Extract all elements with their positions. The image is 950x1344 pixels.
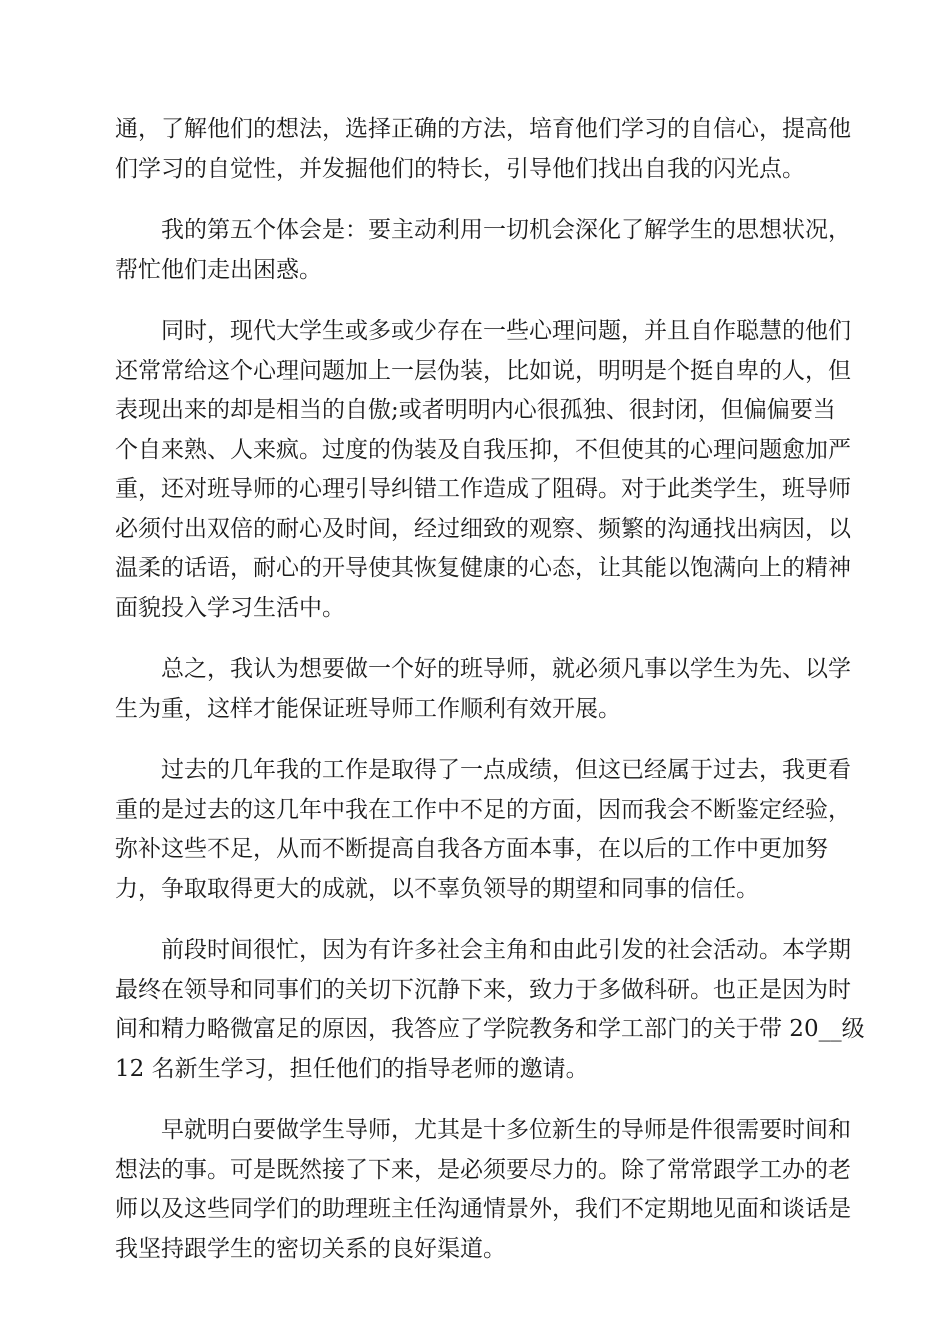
paragraph	[115, 110, 851, 189]
text-line: 弥补这些不足，从而不断提高自我各方面本事，在以后的工作中更加努	[115, 836, 828, 862]
text-line: 帮忙他们走出困惑。	[115, 256, 322, 283]
paragraph	[115, 650, 851, 729]
text-line: 温柔的话语，耐心的开导使其恢复健康的心态，让其能以饱满向上的精神	[115, 555, 851, 581]
text-line: 12 名新生学习，担任他们的指导老师的邀请。	[115, 1055, 589, 1082]
text-line: 重的是过去的这几年中我在工作中不足的方面，因而我会不断鉴定经验，	[115, 796, 851, 823]
text-line: 表现出来的却是相当的自傲;或者明明内心很孤独、很封闭，但偏偏要当	[115, 397, 836, 423]
text-line: 必须付出双倍的耐心及时间，经过细致的观察、频繁的沟通找出病因，以	[115, 515, 851, 542]
text-line: 生为重，这样才能保证班导师工作顺利有效开展。	[115, 695, 621, 722]
text-line: 面貌投入学习生活中。	[115, 594, 345, 621]
text-line: 最终在领导和同事们的关切下沉静下来，致力于多做科研。也正是因为时	[115, 976, 851, 1003]
paragraph	[115, 751, 851, 909]
text-line: 力，争取取得更大的成就，以不辜负领导的期望和同事的信任。	[115, 875, 759, 902]
text-line: 师以及这些同学们的助理班主任沟通情景外，我们不定期地见面和谈话是	[115, 1196, 851, 1222]
paragraph	[115, 211, 851, 290]
text-line: 间和精力略微富足的原因，我答应了学院教务和学工部门的关于带 20__级	[115, 1016, 865, 1042]
text-line: 前段时间很忙，因为有许多社会主角和由此引发的社会活动。本学期	[161, 937, 851, 963]
text-line: 同时，现代大学生或多或少存在一些心理问题，并且自作聪慧的他们	[161, 318, 851, 344]
paragraph	[115, 1111, 851, 1269]
text-line: 还常常给这个心理问题加上一层伪装，比如说，明明是个挺自卑的人，但	[115, 357, 851, 384]
text-line: 我坚持跟学生的密切关系的良好渠道。	[115, 1235, 506, 1262]
paragraph	[115, 931, 865, 1089]
text-line: 早就明白要做学生导师，尤其是十多位新生的导师是件很需要时间和	[161, 1117, 851, 1143]
paragraph	[115, 312, 851, 628]
text-line: 个自来熟、人来疯。过度的伪装及自我压抑，不但使其的心理问题愈加严	[115, 436, 851, 463]
text-line: 重，还对班导师的心理引导纠错工作造成了阻碍。对于此类学生，班导师	[115, 476, 851, 502]
text-line: 总之，我认为想要做一个好的班导师，就必须凡事以学生为先、以学	[161, 656, 851, 682]
text-line: 通，了解他们的想法，选择正确的方法，培育他们学习的自信心，提高他	[115, 116, 851, 142]
text-line: 我的第五个体会是：要主动利用一切机会深化了解学生的思想状况，	[161, 217, 851, 243]
text-line: 过去的几年我的工作是取得了一点成绩，但这已经属于过去，我更看	[161, 757, 851, 783]
text-line: 想法的事。可是既然接了下来，是必须要尽力的。除了常常跟学工办的老	[115, 1156, 851, 1183]
document-page	[115, 110, 865, 1291]
text-line: 们学习的自觉性，并发掘他们的特长，引导他们找出自我的闪光点。	[115, 155, 805, 182]
